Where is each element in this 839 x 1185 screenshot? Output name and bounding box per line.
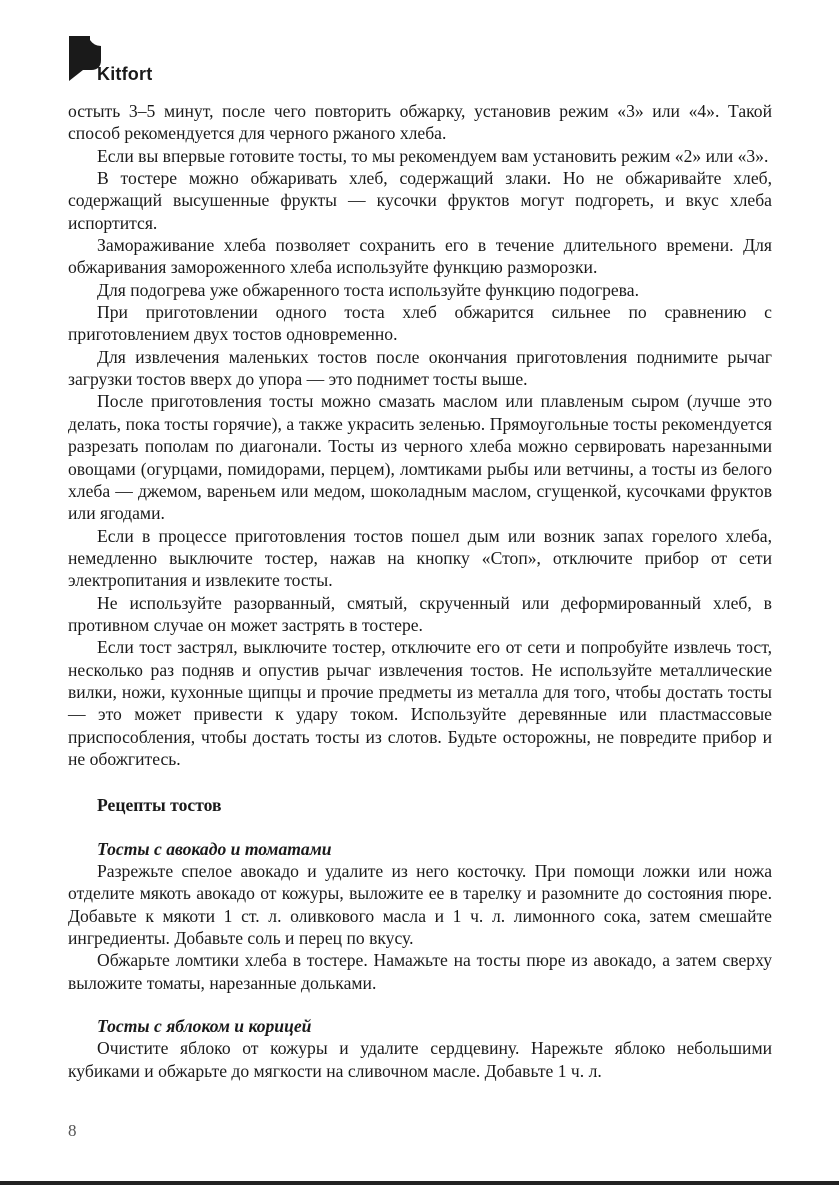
document-body <box>68 100 772 1082</box>
recipe-title: Тосты с авокадо и томатами <box>97 838 332 859</box>
paragraph: остыть 3–5 минут, после чего повторить обжарку, установив режим «3» или «4». Такой способ рекомендуется для черного ржаного хлеба. <box>68 101 772 144</box>
paragraph: Для подогрева уже обжаренного тоста используйте функцию подогрева. <box>97 279 639 300</box>
paragraph: Очистите яблоко от кожуры и удалите сердцевину. Нарежьте яблоко небольшими кубиками и обжарьте до мягкости на сливочном масле. Добавьте 1 ч. л. <box>68 1038 772 1081</box>
paragraph: Замораживание хлеба позволяет сохранить его в течение длительного времени. Для обжаривания замороженного хлеба используйте функцию разморозки. <box>68 235 772 278</box>
recipe-title: Тосты с яблоком и корицей <box>97 1016 312 1037</box>
paragraph: Если в процессе приготовления тостов пошел дым или возник запах горелого хлеба, немедленно выключите тостер, нажав на кнопку «Стоп», отключите прибор от сети электропитания и извлеките тосты. <box>68 525 772 591</box>
page-number: 8 <box>68 1121 77 1140</box>
brand-name: Kitfort <box>97 64 153 84</box>
paragraph: Если тост застрял, выключите тостер, отключите его от сети и попробуйте извлечь тост, несколько раз подняв и опустив рычаг извлечения тостов. Не используйте металлические вилки, ножи, кухонные щипцы и прочие предметы из металла для того, чтобы достать тосты — это может привести к удару током. Используйте деревянные или пластмассовые приспособления, чтобы достать тосты из слотов. Будьте осторожны, не повредите прибор и не обожгитесь. <box>68 637 772 769</box>
paragraph: Если вы впервые готовите тосты, то мы рекомендуем вам установить режим «2» или «3». <box>97 145 769 166</box>
paragraph: Не используйте разорванный, смятый, скрученный или деформированный хлеб, в противном случае он может застрять в тостере. <box>68 592 772 635</box>
section-heading: Рецепты тостов <box>97 795 222 816</box>
paragraph: Разрежьте спелое авокадо и удалите из него косточку. При помощи ложки или ножа отделите мякоть авокадо от кожуры, выложите ее в тарелку и разомните до состояния пюре. Добавьте к мякоти 1 ст. л. оливкового масла и 1 ч. л. лимонного сока, затем смешайте ингредиенты. Добавьте соль и перец по вкусу. <box>68 861 772 949</box>
paragraph: Обжарьте ломтики хлеба в тостере. Намажьте на тосты пюре из авокадо, а затем сверху выложите томаты, нарезанные дольками. <box>68 950 772 993</box>
paragraph: После приготовления тосты можно смазать маслом или плавленым сыром (лучше это делать, пока тосты горячие), а также украсить зеленью. Прямоугольные тосты рекомендуется разрезать пополам по диагонали. Тосты из черного хлеба можно сервировать нарезанными овощами (огурцами, помидорами, перцем), ломтиками рыбы или ветчины, а тосты из белого хлеба — джемом, вареньем или медом, шоколадным маслом, сгущенкой, кусочками фруктов или ягодами. <box>68 391 772 524</box>
paragraph: Для извлечения маленьких тостов после окончания приготовления поднимите рычаг загрузки тостов вверх до упора — это поднимет тосты выше. <box>68 346 772 390</box>
bottom-rule <box>0 1181 839 1185</box>
paragraph: В тостере можно обжаривать хлеб, содержащий злаки. Но не обжаривайте хлеб, содержащий высушенные фрукты — кусочки фруктов могут подгореть, и вкус хлеба испортится. <box>68 168 772 233</box>
paragraph: При приготовлении одного тоста хлеб обжарится сильнее по сравнению с приготовлением двух тостов одновременно. <box>68 302 772 345</box>
